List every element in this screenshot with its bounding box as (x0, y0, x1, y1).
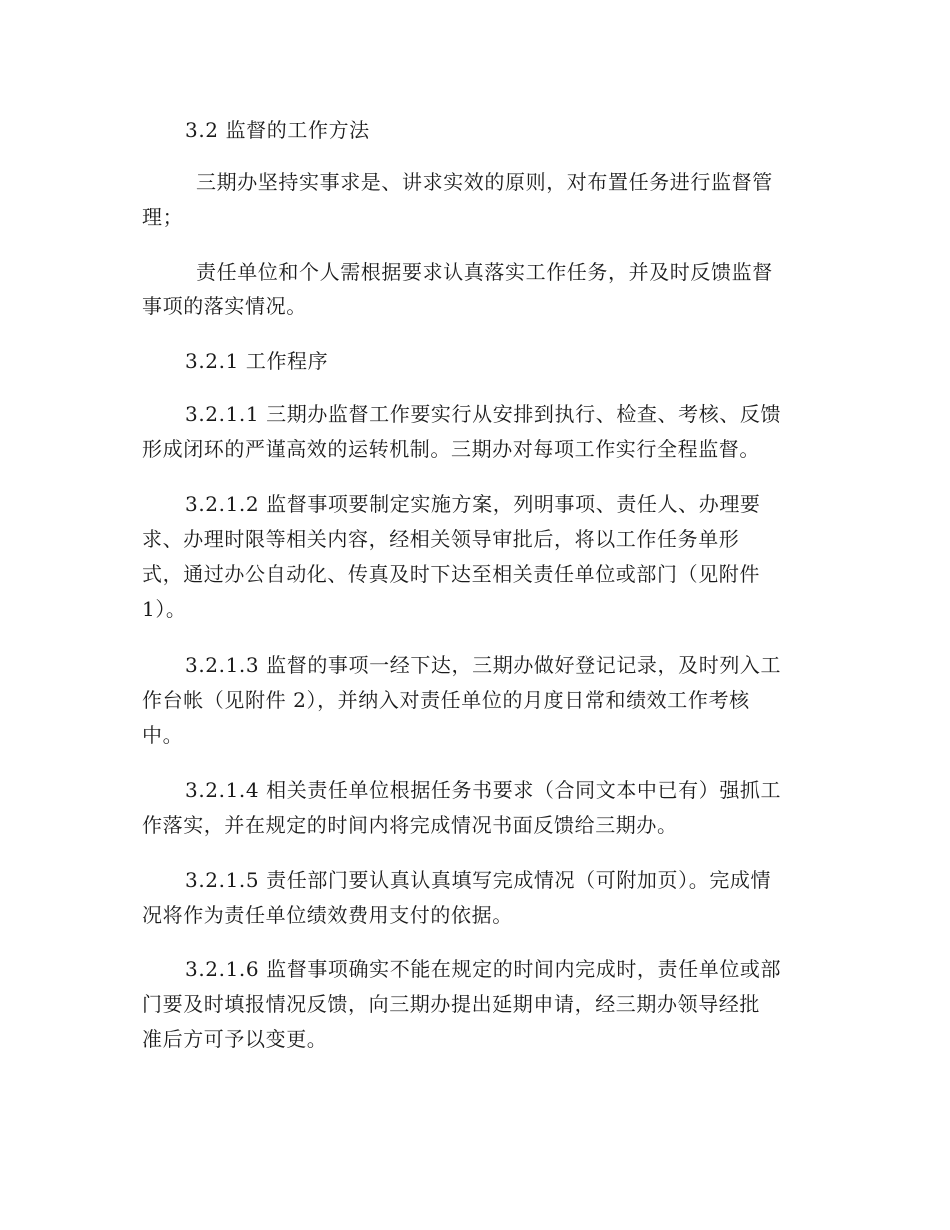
paragraph-line: 三期办坚持实事求是、讲求实效的原则，对布置任务进行监督管 (196, 170, 773, 194)
paragraph-line: 况将作为责任单位绩效费用支付的依据。 (142, 903, 513, 927)
paragraph-line: 理； (142, 205, 184, 229)
paragraph-line: 中。 (142, 723, 184, 747)
paragraph-line: 事项的落实情况。 (142, 294, 307, 318)
paragraph-line: 3.2.1.1 三期办监督工作要实行从安排到执行、检查、考核、反馈 (185, 402, 782, 426)
subsection-heading: 3.2.1 工作程序 (185, 349, 329, 373)
paragraph-line: 作台帐（见附件 2），并纳入对责任单位的月度日常和绩效工作考核 (142, 688, 750, 712)
section-heading: 3.2 监督的工作方法 (185, 118, 370, 142)
paragraph-line: 责任单位和个人需根据要求认真落实工作任务，并及时反馈监督 (196, 260, 773, 284)
paragraph-line: 3.2.1.5 责任部门要认真认真填写完成情况（可附加页）。完成情 (185, 868, 772, 892)
paragraph-line: 1）。 (142, 597, 187, 621)
paragraph-line: 3.2.1.2 监督事项要制定实施方案，列明事项、责任人、办理要 (185, 492, 761, 516)
paragraph-line: 式，通过办公自动化、传真及时下达至相关责任单位或部门（见附件 (142, 562, 760, 586)
paragraph-line: 3.2.1.6 监督事项确实不能在规定的时间内完成时，责任单位或部 (185, 957, 782, 981)
paragraph-line: 作落实，并在规定的时间内将完成情况书面反馈给三期办。 (142, 813, 678, 837)
paragraph-line: 3.2.1.4 相关责任单位根据任务书要求（合同文本中已有）强抓工 (185, 778, 782, 802)
paragraph-line: 门要及时填报情况反馈，向三期办提出延期申请，经三期办领导经批 (142, 992, 760, 1016)
paragraph-line: 形成闭环的严谨高效的运转机制。三期办对每项工作实行全程监督。 (142, 437, 760, 461)
paragraph-line: 准后方可予以变更。 (142, 1027, 328, 1051)
paragraph-line: 3.2.1.3 监督的事项一经下达，三期办做好登记记录，及时列入工 (185, 653, 782, 677)
paragraph-line: 求、办理时限等相关内容，经相关领导审批后，将以工作任务单形 (142, 527, 740, 551)
